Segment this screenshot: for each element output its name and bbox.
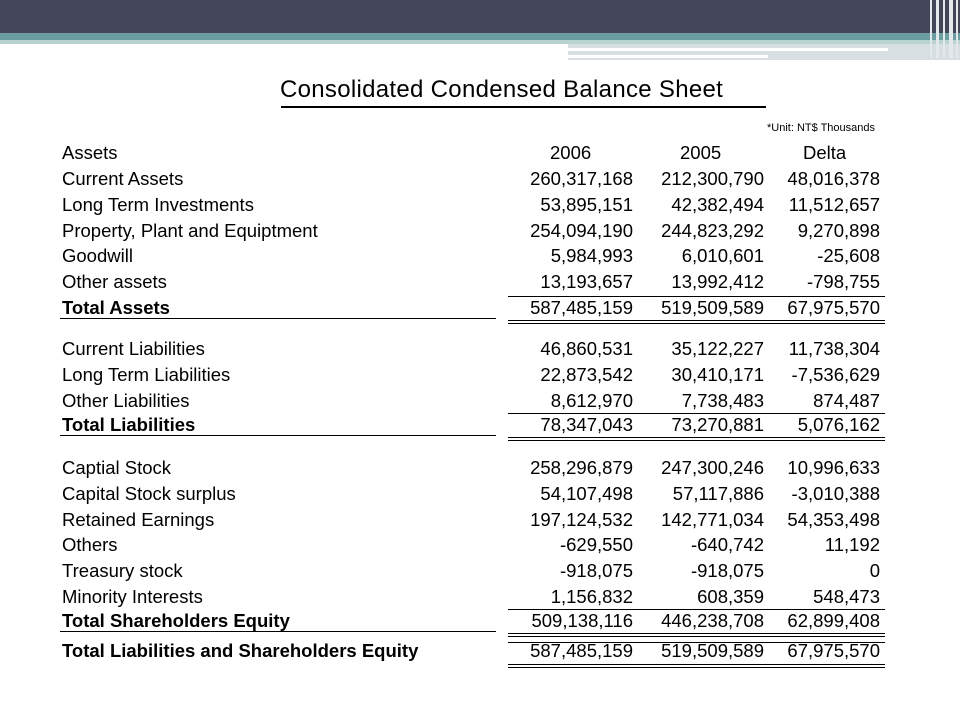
- value-delta: -7,536,629: [791, 364, 880, 385]
- value-2006: 258,296,879: [530, 457, 633, 478]
- value-delta: 48,016,378: [787, 168, 880, 189]
- row-label: Current Assets: [62, 168, 184, 189]
- value-2006: 46,860,531: [540, 338, 633, 359]
- row-label: Other Liabilities: [62, 390, 190, 411]
- header-corner-stripes: [928, 0, 960, 58]
- value-2005: 42,382,494: [671, 194, 764, 215]
- table-row: [0, 558, 960, 584]
- total-double-rule: [508, 440, 885, 441]
- total-rule: [60, 318, 496, 319]
- value-delta: -25,608: [817, 245, 880, 266]
- total-double-rule: [508, 437, 885, 438]
- row-label: Total Shareholders Equity: [62, 610, 290, 631]
- value-2005: 244,823,292: [661, 220, 764, 241]
- value-2006: 5,984,993: [550, 245, 633, 266]
- value-delta: 10,996,633: [787, 457, 880, 478]
- header-bar: [0, 0, 960, 33]
- total-rule: [60, 435, 496, 436]
- row-label: Long Term Investments: [62, 194, 254, 215]
- value-delta: -798,755: [806, 271, 880, 292]
- value-2005: 519,509,589: [661, 297, 764, 318]
- row-label: Total Liabilities and Shareholders Equity: [62, 640, 419, 661]
- page-title: Consolidated Condensed Balance Sheet: [280, 76, 724, 103]
- value-delta: 67,975,570: [787, 297, 880, 318]
- value-delta: 11,192: [824, 534, 880, 555]
- table-row: [0, 481, 960, 507]
- value-2005: 247,300,246: [661, 457, 764, 478]
- table-row: [0, 532, 960, 558]
- value-2005: 57,117,886: [672, 483, 764, 504]
- value-2006: 509,138,116: [531, 610, 633, 631]
- row-label: Capital Stock surplus: [62, 483, 236, 504]
- value-2006: 254,094,190: [530, 220, 633, 241]
- value-delta: 548,473: [813, 586, 880, 607]
- value-2005: 7,738,483: [681, 390, 764, 411]
- value-2006: -918,075: [559, 560, 633, 581]
- header-col-2006: 2006: [550, 142, 592, 163]
- row-label: Total Assets: [62, 297, 170, 318]
- value-delta: 62,899,408: [787, 610, 880, 631]
- value-2006: 1,156,832: [550, 586, 633, 607]
- unit-note: *Unit: NT$ Thousands: [767, 122, 876, 134]
- title-underline: [281, 106, 766, 108]
- value-2006: 587,485,159: [530, 640, 633, 661]
- header-col-delta: Delta: [803, 142, 847, 163]
- table-row: [0, 388, 960, 414]
- value-delta: -3,010,388: [791, 483, 880, 504]
- value-2006: 78,347,043: [540, 414, 633, 435]
- row-label: Goodwill: [62, 245, 133, 266]
- table-row: [0, 218, 960, 244]
- table-row: [0, 362, 960, 388]
- row-label: Retained Earnings: [62, 509, 215, 530]
- total-double-rule: [508, 667, 885, 668]
- row-label: Property, Plant and Equiptment: [62, 220, 318, 241]
- value-2005: 73,270,881: [671, 414, 764, 435]
- value-2005: 212,300,790: [661, 168, 764, 189]
- row-label: Others: [62, 534, 118, 555]
- value-delta: 9,270,898: [797, 220, 880, 241]
- value-2006: 587,485,159: [530, 297, 633, 318]
- value-2006: 54,107,498: [540, 483, 633, 504]
- value-2006: 13,193,657: [540, 271, 633, 292]
- row-label: Current Liabilities: [62, 338, 205, 359]
- value-2005: 142,771,034: [661, 509, 764, 530]
- value-2005: -640,742: [690, 534, 764, 555]
- value-2006: 260,317,168: [530, 168, 633, 189]
- value-delta: 0: [869, 560, 880, 581]
- value-2006: 22,873,542: [540, 364, 633, 385]
- value-delta: 54,353,498: [787, 509, 880, 530]
- total-double-rule: [508, 320, 885, 321]
- total-double-rule: [508, 633, 885, 634]
- row-label: Treasury stock: [62, 560, 183, 581]
- header-accent-stripe: [0, 33, 960, 40]
- table-row: [0, 507, 960, 533]
- total-double-rule: [508, 636, 885, 637]
- value-2006: -629,550: [559, 534, 633, 555]
- header-label: Assets: [62, 142, 118, 163]
- value-delta: 874,487: [813, 390, 880, 411]
- value-2005: 6,010,601: [681, 245, 764, 266]
- value-2006: 197,124,532: [530, 509, 633, 530]
- table-row: [0, 192, 960, 218]
- value-2005: 608,359: [697, 586, 764, 607]
- value-delta: 67,975,570: [787, 640, 880, 661]
- value-delta: 11,512,657: [788, 194, 880, 215]
- value-2005: 446,238,708: [661, 610, 764, 631]
- table-row: [0, 336, 960, 362]
- value-2005: 519,509,589: [661, 640, 764, 661]
- row-label: Minority Interests: [62, 586, 203, 607]
- value-2006: 8,612,970: [550, 390, 633, 411]
- header-band: [568, 44, 960, 60]
- value-2006: 53,895,151: [540, 194, 633, 215]
- row-label: Captial Stock: [62, 457, 171, 478]
- value-2005: 13,992,412: [671, 271, 764, 292]
- table-row: [0, 269, 960, 295]
- value-2005: 35,122,227: [671, 338, 764, 359]
- total-liabilities-equity-row: [0, 638, 960, 664]
- table-row: [0, 584, 960, 610]
- header-col-2005: 2005: [680, 142, 722, 163]
- row-label: Other assets: [62, 271, 167, 292]
- row-label: Long Term Liabilities: [62, 364, 231, 385]
- table-row: [0, 455, 960, 481]
- value-2005: -918,075: [690, 560, 764, 581]
- total-double-rule: [508, 323, 885, 324]
- value-2005: 30,410,171: [671, 364, 764, 385]
- total-double-rule: [508, 664, 885, 665]
- table-row: [0, 166, 960, 192]
- value-delta: 11,738,304: [788, 338, 880, 359]
- row-label: Total Liabilities: [62, 414, 196, 435]
- column-header-row: [0, 140, 960, 166]
- table-row: [0, 243, 960, 269]
- total-rule: [60, 631, 496, 632]
- value-delta: 5,076,162: [797, 414, 880, 435]
